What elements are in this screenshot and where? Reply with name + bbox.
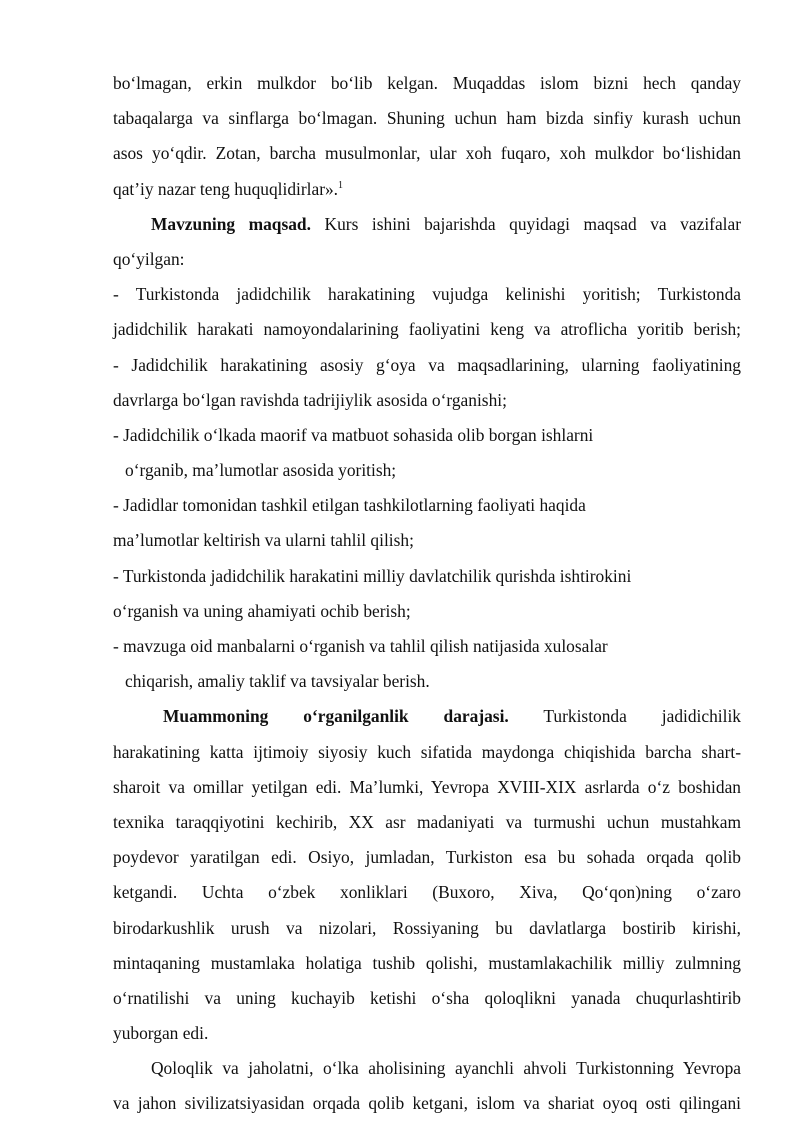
list-item: - Turkistonda jadidchilik harakatini milliy davlatchilik qurishda ishtirokini	[113, 565, 632, 586]
text-line	[113, 172, 741, 207]
list-item-cont: ma’lumotlar keltirish va ularni tahlil qilish;	[113, 530, 414, 551]
footnote-ref[interactable]: 1	[338, 179, 344, 191]
list-item-cont: o‘rganib, ma’lumotlar asosida yoritish;	[125, 460, 397, 481]
text-line: va jahon sivilizatsiyasidan orqada qolib ketgani, islom va shariat oyoq osti qilingani	[113, 1093, 741, 1114]
text-line: Qoloqlik va jaholatni, o‘lka aholisining ayanchli ahvoli Turkistonning Yevropa	[151, 1058, 741, 1079]
list-item: - mavzuga oid manbalarni o‘rganish va tahlil qilish natijasida xulosalar	[113, 636, 608, 656]
text-line: mintaqaning mustamlaka holatiga tushib qolishi, mustamlakachilik milliy zulmning	[113, 952, 741, 973]
list-item: - Jadidchilik harakatining asosiy g‘oya va maqsadlarining, ularning faoliyatining	[113, 354, 741, 375]
list-item-cont: davrlarga bo‘lgan ravishda tadrijiylik asosida o‘rganishi;	[113, 389, 507, 410]
list-item: - Jadidlar tomonidan tashkil etilgan tashkilotlarning faoliyati haqida	[113, 495, 586, 516]
list-item-cont: jadidchilik harakati namoyondalarining faoliyatini keng va atroflicha yoritib berish;	[113, 319, 741, 340]
list-item: - Turkistonda jadidchilik harakatining vujudga kelinishi yoritish; Turkistonda	[113, 284, 741, 305]
text-line: sharoit va omillar yetilgan edi. Ma’lumki, Yevropa XVIII-XIX asrlarda o‘z boshidan	[113, 776, 741, 797]
section-heading-aim: Mavzuning maqsad.	[151, 213, 311, 234]
list-item: - Jadidchilik o‘lkada maorif va matbuot sohasida olib borgan ishlarni	[113, 424, 594, 445]
text-line: birodarkushlik urush va nizolari, Rossiyaning bu davlatlarga bostirib kirishi,	[113, 917, 741, 938]
list-item-cont: chiqarish, amaliy taklif va tavsiyalar berish.	[125, 671, 430, 692]
text-line: ketgandi. Uchta o‘zbek xonliklari (Buxoro, Xiva, Qo‘qon)ning o‘zaro	[113, 882, 741, 903]
text-line: poydevor yaratilgan edi. Osiyo, jumladan, Turkiston esa bu sohada orqada qolib	[113, 847, 741, 868]
text-line	[113, 207, 741, 242]
page-body	[113, 66, 741, 1122]
text-line: asos yo‘qdir. Zotan, barcha musulmonlar, ular xoh fuqaro, xoh mulkdor bo‘lishidan	[113, 143, 741, 164]
text-line: yuborgan edi.	[113, 1023, 209, 1044]
list-item-cont: o‘rganish va uning ahamiyati ochib berish;	[113, 600, 411, 621]
text-line: harakatining katta ijtimoiy siyosiy kuch sifatida maydonga chiqishida barcha shart-	[113, 741, 741, 762]
text-line	[113, 699, 741, 734]
quote-end: qat’iy nazar teng huquqlidirlar».	[113, 178, 339, 199]
heading-rest: Kurs ishini bajarishda quyidagi maqsad va vazifalar	[324, 213, 742, 234]
text-line: texnika taraqqiyotini kechirib, XX asr madaniyati va turmushi uchun mustahkam	[113, 811, 741, 832]
heading-rest: Turkistonda jadidichilik	[543, 706, 741, 727]
text-line: bo‘lmagan, erkin mulkdor bo‘lib kelgan. Muqaddas islom bizni hech qanday	[113, 73, 741, 93]
text-line: tabaqalarga va sinflarga bo‘lmagan. Shuning uchun ham bizda sinfiy kurash uchun	[113, 108, 741, 129]
section-heading-study: Muammoning o‘rganilganlik darajasi.	[163, 706, 509, 727]
text-line: qo‘yilgan:	[113, 248, 185, 269]
text-line: o‘rnatilishi va uning kuchayib ketishi o‘sha qoloqlikni yanada chuqurlashtirib	[113, 987, 741, 1008]
